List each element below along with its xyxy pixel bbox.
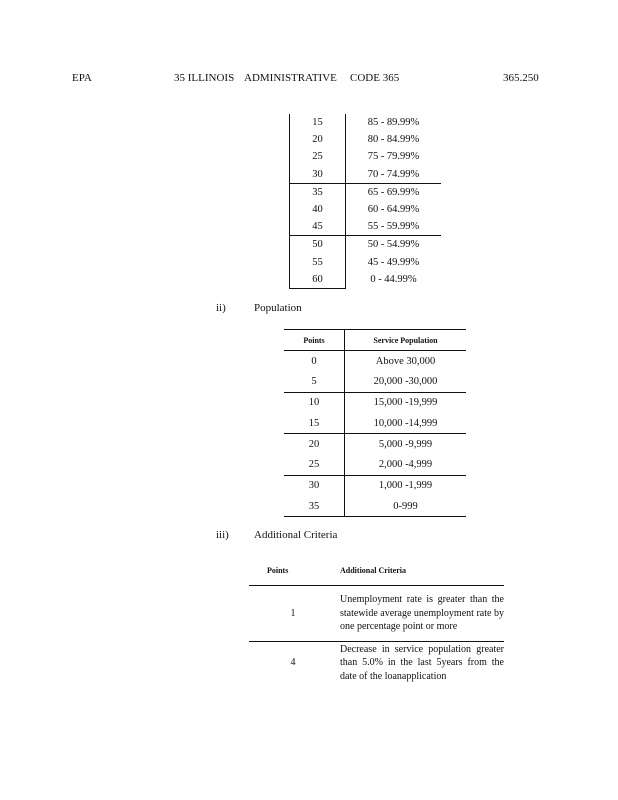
population-marker: ii) xyxy=(216,302,226,314)
points-cell: 5 xyxy=(284,371,345,392)
range-cell: 15,000 -19,999 xyxy=(345,392,467,413)
range-cell: 45 - 49.99% xyxy=(367,256,420,268)
table-row xyxy=(284,454,466,475)
points-cell: 20 xyxy=(284,434,345,455)
range-cell: 0-999 xyxy=(345,496,467,517)
table-row xyxy=(290,114,442,131)
points-cell: 40 xyxy=(290,201,346,218)
criteria-column-header: Additional Criteria xyxy=(337,559,504,586)
table-row xyxy=(290,271,442,289)
table-row xyxy=(290,148,442,165)
table-row xyxy=(290,236,442,254)
table-row xyxy=(284,413,466,434)
table-row xyxy=(284,351,466,372)
range-cell: Above 30,000 xyxy=(375,355,436,367)
range-cell: 1,000 -1,999 xyxy=(345,475,467,496)
population-table xyxy=(284,329,466,517)
header-title-part3: CODE 365 xyxy=(350,72,400,84)
range-cell: 0 - 44.99% xyxy=(370,274,417,286)
table-row xyxy=(284,496,466,517)
range-cell: 70 - 74.99% xyxy=(367,168,420,180)
range-cell: 65 - 69.99% xyxy=(346,183,442,201)
points-cell: 25 xyxy=(284,454,345,475)
range-cell: 5,000 -9,999 xyxy=(345,434,467,455)
criteria-cell: Decrease in service population greater than 5.0% in the last 5years from the date of the loanapplication xyxy=(337,642,504,685)
points-cell: 35 xyxy=(290,183,346,201)
table-row xyxy=(290,131,442,148)
points-cell: 60 xyxy=(290,271,346,289)
table-row xyxy=(284,371,466,392)
range-cell: 60 - 64.99% xyxy=(367,204,420,216)
additional-criteria-marker: iii) xyxy=(216,529,229,541)
range-cell: 10,000 -14,999 xyxy=(373,417,438,429)
points-cell: 0 xyxy=(284,351,345,372)
points-cell: 15 xyxy=(290,114,346,131)
range-cell: 85 - 89.99% xyxy=(367,117,420,129)
additional-criteria-heading: Additional Criteria xyxy=(254,529,338,541)
table-header-row xyxy=(284,330,466,351)
table-header-row xyxy=(249,559,504,586)
table-row xyxy=(284,434,466,455)
table-row xyxy=(249,642,504,685)
range-cell: 50 - 54.99% xyxy=(346,236,442,254)
points-cell: 30 xyxy=(284,475,345,496)
table-row xyxy=(290,254,442,271)
points-cell: 45 xyxy=(290,218,346,236)
points-cell: 35 xyxy=(284,496,345,517)
range-cell: 2,000 -4,999 xyxy=(378,459,433,471)
points-cell: 20 xyxy=(290,131,346,148)
percentage-points-table xyxy=(289,114,441,289)
population-heading: Population xyxy=(254,302,302,314)
table-row xyxy=(290,201,442,218)
points-cell: 30 xyxy=(290,166,346,184)
table-row xyxy=(290,183,442,201)
range-cell: 55 - 59.99% xyxy=(367,221,420,233)
points-cell: 10 xyxy=(284,392,345,413)
table-row xyxy=(290,218,442,236)
points-column-header: Points xyxy=(284,330,345,351)
service-population-column-header: Service Population xyxy=(345,330,467,351)
range-cell: 80 - 84.99% xyxy=(367,134,420,146)
table-row xyxy=(290,166,442,184)
table-row xyxy=(249,586,504,642)
points-cell: 25 xyxy=(290,148,346,165)
header-title-part1: 35 ILLINOIS xyxy=(174,72,235,84)
points-cell: 55 xyxy=(290,254,346,271)
range-cell: 20,000 -30,000 xyxy=(373,375,438,387)
range-cell: 75 - 79.99% xyxy=(367,151,420,163)
points-cell: 15 xyxy=(284,413,345,434)
header-title-part2: ADMINISTRATIVE xyxy=(244,72,337,84)
points-column-header: Points xyxy=(249,559,337,586)
table-row xyxy=(284,475,466,496)
points-cell: 50 xyxy=(290,236,346,254)
table-row xyxy=(284,392,466,413)
header-section-number: 365.250 xyxy=(503,72,539,84)
header-agency: EPA xyxy=(72,72,92,84)
criteria-cell: Unemployment rate is greater than the statewide average unemployment rate by one percentage point or more xyxy=(340,594,504,633)
additional-criteria-table xyxy=(249,559,504,684)
points-cell: 1 xyxy=(290,607,296,619)
points-cell: 4 xyxy=(249,642,337,685)
